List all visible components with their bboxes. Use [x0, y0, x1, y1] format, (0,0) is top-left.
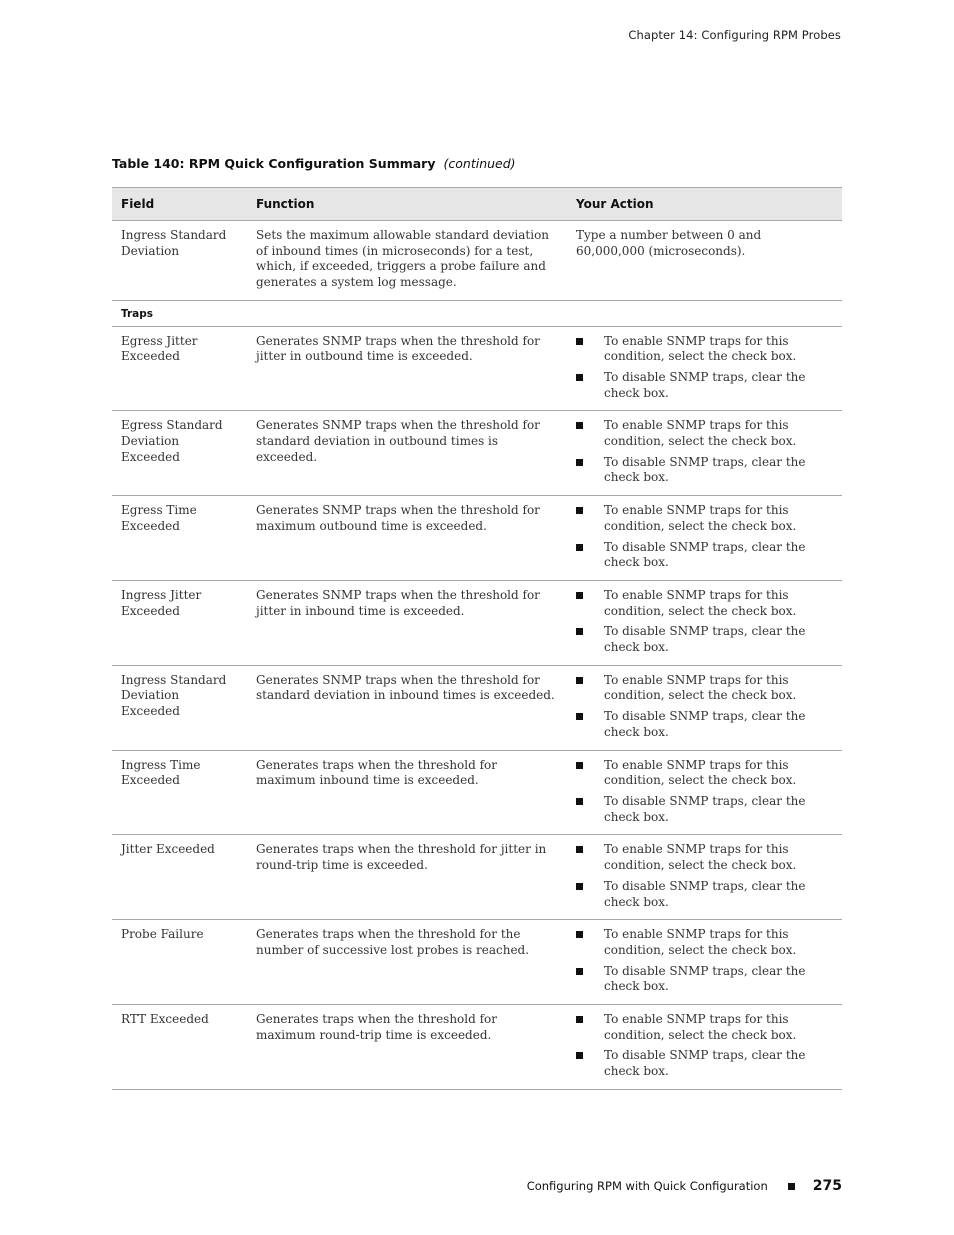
action-list [576, 1012, 833, 1080]
list-item [576, 1048, 833, 1079]
disable-instruction: To disable SNMP traps, clear the check box. [604, 709, 806, 739]
list-item [576, 758, 833, 789]
list-item [576, 503, 833, 534]
action-list [576, 673, 833, 741]
disable-instruction: To disable SNMP traps, clear the check box. [604, 539, 806, 570]
square-bullet-icon [576, 1052, 583, 1059]
footer-bullet-icon [788, 1183, 795, 1190]
action-cell [567, 665, 842, 750]
disable-instruction: To disable SNMP traps, clear the check box. [604, 624, 806, 655]
enable-instruction: To enable SNMP traps for this condition, select the check box. [604, 1012, 797, 1042]
enable-instruction: To enable SNMP traps for this condition, select the check box. [604, 842, 797, 873]
action-cell: Type a number between 0 and 60,000,000 (microseconds). [567, 221, 842, 301]
square-bullet-icon [576, 762, 583, 769]
list-item [576, 455, 833, 486]
list-item [576, 624, 833, 655]
square-bullet-icon [576, 592, 583, 599]
list-item [576, 418, 833, 449]
footer-section-title: Configuring RPM with Quick Configuration [526, 1179, 768, 1193]
list-item [576, 964, 833, 995]
list-item [576, 540, 833, 571]
table-continued-note: (continued) [443, 156, 516, 171]
square-bullet-icon [576, 628, 583, 635]
action-cell [567, 580, 842, 665]
action-list [576, 842, 833, 910]
list-item [576, 370, 833, 401]
action-cell [567, 920, 842, 1005]
function-cell: Generates SNMP traps when the threshold for jitter in outbound time is exceeded. [247, 326, 567, 411]
enable-instruction: To enable SNMP traps for this condition, select the check box. [604, 587, 797, 618]
function-cell: Generates traps when the threshold for the number of successive lost probes is reached. [247, 920, 567, 1005]
action-cell [567, 835, 842, 920]
disable-instruction: To disable SNMP traps, clear the check box. [604, 369, 806, 400]
enable-instruction: To enable SNMP traps for this condition, select the check box. [604, 503, 797, 533]
table-row [112, 496, 842, 581]
square-bullet-icon [576, 846, 583, 853]
action-cell [567, 411, 842, 496]
table-row [112, 665, 842, 750]
table-caption [112, 156, 516, 171]
function-cell: Generates traps when the threshold for maximum inbound time is exceeded. [247, 750, 567, 835]
square-bullet-icon [576, 883, 583, 890]
table-row [112, 750, 842, 835]
square-bullet-icon [576, 798, 583, 805]
disable-instruction: To disable SNMP traps, clear the check box. [604, 963, 806, 994]
disable-instruction: To disable SNMP traps, clear the check box. [604, 878, 806, 909]
square-bullet-icon [576, 422, 583, 429]
list-item [576, 673, 833, 704]
square-bullet-icon [576, 507, 583, 514]
rpm-summary-table [112, 187, 842, 1090]
list-item [576, 794, 833, 825]
field-cell: Egress Jitter Exceeded [112, 326, 247, 411]
disable-instruction: To disable SNMP traps, clear the check box. [604, 793, 806, 824]
square-bullet-icon [576, 1016, 583, 1023]
enable-instruction: To enable SNMP traps for this condition, select the check box. [604, 418, 797, 449]
list-item [576, 709, 833, 740]
enable-instruction: To enable SNMP traps for this condition, select the check box. [604, 333, 797, 364]
action-cell [567, 1005, 842, 1090]
action-list [576, 588, 833, 656]
square-bullet-icon [576, 338, 583, 345]
table-title: Table 140: RPM Quick Configuration Summary [112, 156, 436, 171]
square-bullet-icon [576, 713, 583, 720]
enable-instruction: To enable SNMP traps for this condition, select the check box. [604, 757, 797, 788]
column-header-your-action: Your Action [567, 188, 842, 221]
section-label: Traps [112, 300, 842, 326]
field-cell: RTT Exceeded [112, 1005, 247, 1090]
table-header-row [112, 188, 842, 221]
square-bullet-icon [576, 459, 583, 466]
section-row-traps [112, 300, 842, 326]
function-cell: Generates SNMP traps when the threshold for standard deviation in outbound times is exceeded. [247, 411, 567, 496]
square-bullet-icon [576, 544, 583, 551]
action-list [576, 334, 833, 402]
action-cell [567, 326, 842, 411]
disable-instruction: To disable SNMP traps, clear the check box. [604, 454, 806, 485]
table-row [112, 221, 842, 301]
function-cell: Generates SNMP traps when the threshold for standard deviation in inbound times is exceeded. [247, 665, 567, 750]
field-cell: Egress Standard Deviation Exceeded [112, 411, 247, 496]
square-bullet-icon [576, 374, 583, 381]
function-cell: Generates traps when the threshold for jitter in round-trip time is exceeded. [247, 835, 567, 920]
table-row [112, 920, 842, 1005]
column-header-field: Field [112, 188, 247, 221]
function-cell: Sets the maximum allowable standard deviation of inbound times (in microseconds) for a test, which, if exceeded, triggers a probe failure and generates a system log message. [247, 221, 567, 301]
list-item [576, 588, 833, 619]
function-cell: Generates SNMP traps when the threshold for maximum outbound time is exceeded. [247, 496, 567, 581]
function-cell: Generates SNMP traps when the threshold for jitter in inbound time is exceeded. [247, 580, 567, 665]
square-bullet-icon [576, 931, 583, 938]
action-list [576, 927, 833, 995]
list-item [576, 334, 833, 365]
trap-rows [112, 326, 842, 1089]
action-list [576, 758, 833, 826]
table-row [112, 835, 842, 920]
disable-instruction: To disable SNMP traps, clear the check box. [604, 1048, 806, 1079]
field-cell: Egress Time Exceeded [112, 496, 247, 581]
list-item [576, 842, 833, 873]
enable-instruction: To enable SNMP traps for this condition, select the check box. [604, 672, 797, 703]
field-cell: Ingress Jitter Exceeded [112, 580, 247, 665]
table-row [112, 1005, 842, 1090]
action-cell [567, 750, 842, 835]
table-row [112, 411, 842, 496]
enable-instruction: To enable SNMP traps for this condition, select the check box. [604, 927, 797, 957]
square-bullet-icon [576, 677, 583, 684]
list-item [576, 879, 833, 910]
field-cell: Ingress Time Exceeded [112, 750, 247, 835]
list-item [576, 927, 833, 958]
field-cell: Jitter Exceeded [112, 835, 247, 920]
action-list [576, 503, 833, 571]
field-cell: Ingress Standard Deviation Exceeded [112, 665, 247, 750]
running-header: Chapter 14: Configuring RPM Probes [628, 28, 841, 42]
list-item [576, 1012, 833, 1043]
action-cell [567, 496, 842, 581]
column-header-function: Function [247, 188, 567, 221]
field-cell: Ingress Standard Deviation [112, 221, 247, 301]
square-bullet-icon [576, 968, 583, 975]
table-row [112, 326, 842, 411]
page-number: 275 [812, 1178, 842, 1194]
action-list [576, 418, 833, 486]
table-row [112, 580, 842, 665]
page-footer [527, 1178, 842, 1194]
field-cell: Probe Failure [112, 920, 247, 1005]
function-cell: Generates traps when the threshold for maximum round-trip time is exceeded. [247, 1005, 567, 1090]
